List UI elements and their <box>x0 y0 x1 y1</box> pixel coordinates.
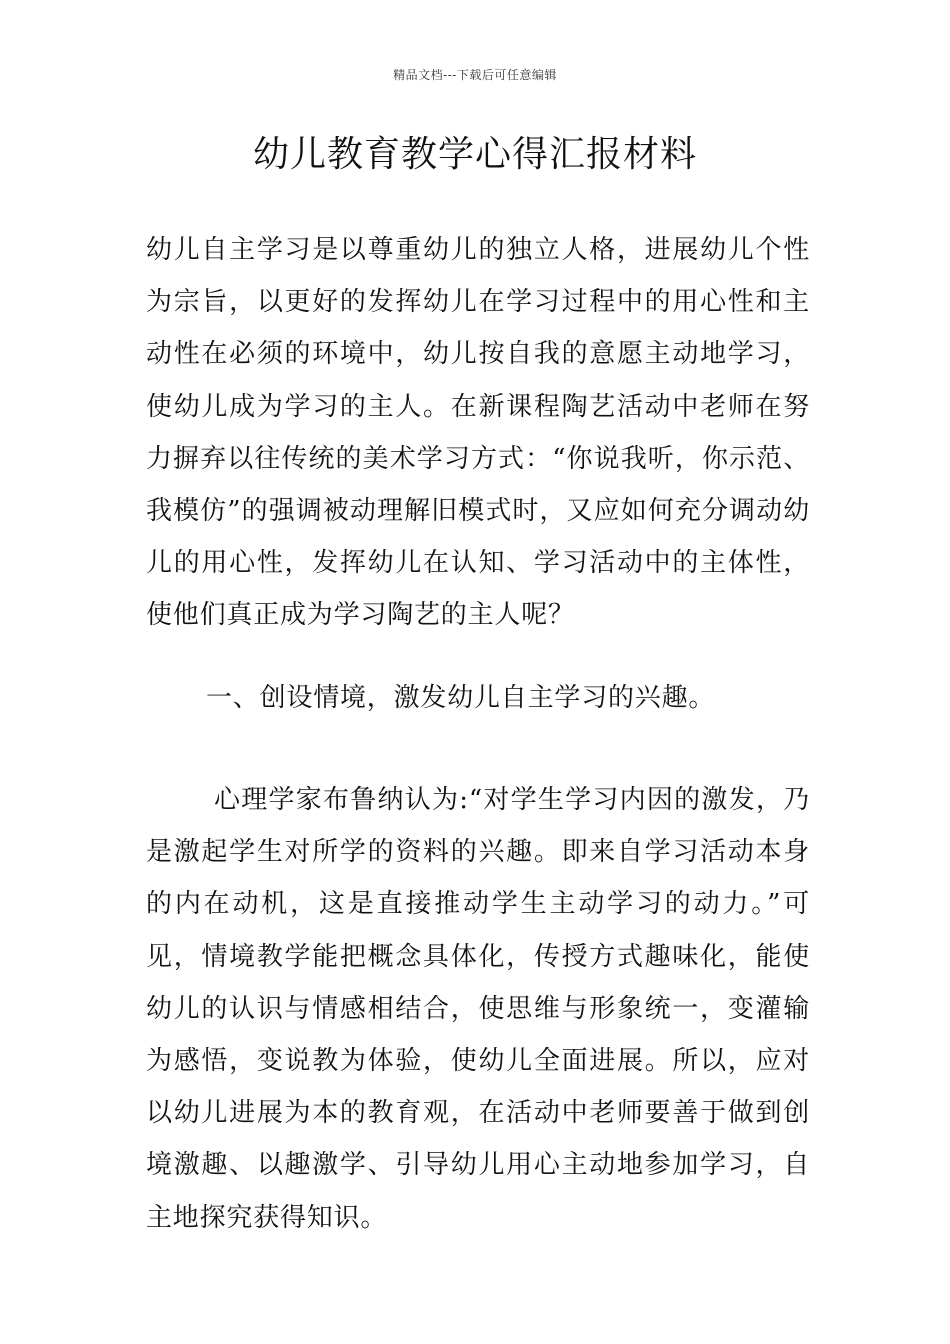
body-paragraph-section1: 心理学家布鲁纳认为:“对学生学习内因的激发，乃是激起学生对所学的资料的兴趣。即来自学习活动本身的内在动机，这是直接推动学生主动学习的动力。”可见，情境教学能把概念具体化，传授方式趣味化，能使幼儿的认识与情感相结合，使思维与形象统一，变灌输为感悟，变说教为体验，使幼儿全面进展。所以，应对以幼儿进展为本的教育观，在活动中老师要善于做到创境激趣、以趣激学、引导幼儿用心主动地参加学习，自主地探究获得知识。 <box>146 785 810 1233</box>
body-paragraph-intro: 幼儿自主学习是以尊重幼儿的独立人格，进展幼儿个性为宗旨，以更好的发挥幼儿在学习过程中的用心性和主动性在必须的环境中，幼儿按自我的意愿主动地学习，使幼儿成为学习的主人。在新课程陶艺活动中老师在努力摒弃以往传统的美术学习方式：“你说我听，你示范、我模仿”的强调被动理解旧模式时，又应如何充分调动幼儿的用心性，发挥幼儿在认知、学习活动中的主体性，使他们真正成为学习陶艺的主人呢？ <box>146 235 810 631</box>
header-note: 精品文档---下载后可任意编辑 <box>393 68 557 82</box>
document-title: 幼儿教育教学心得汇报材料 <box>252 134 697 175</box>
section-heading-1: 一、创设情境，激发幼儿自主学习的兴趣。 <box>206 683 716 713</box>
